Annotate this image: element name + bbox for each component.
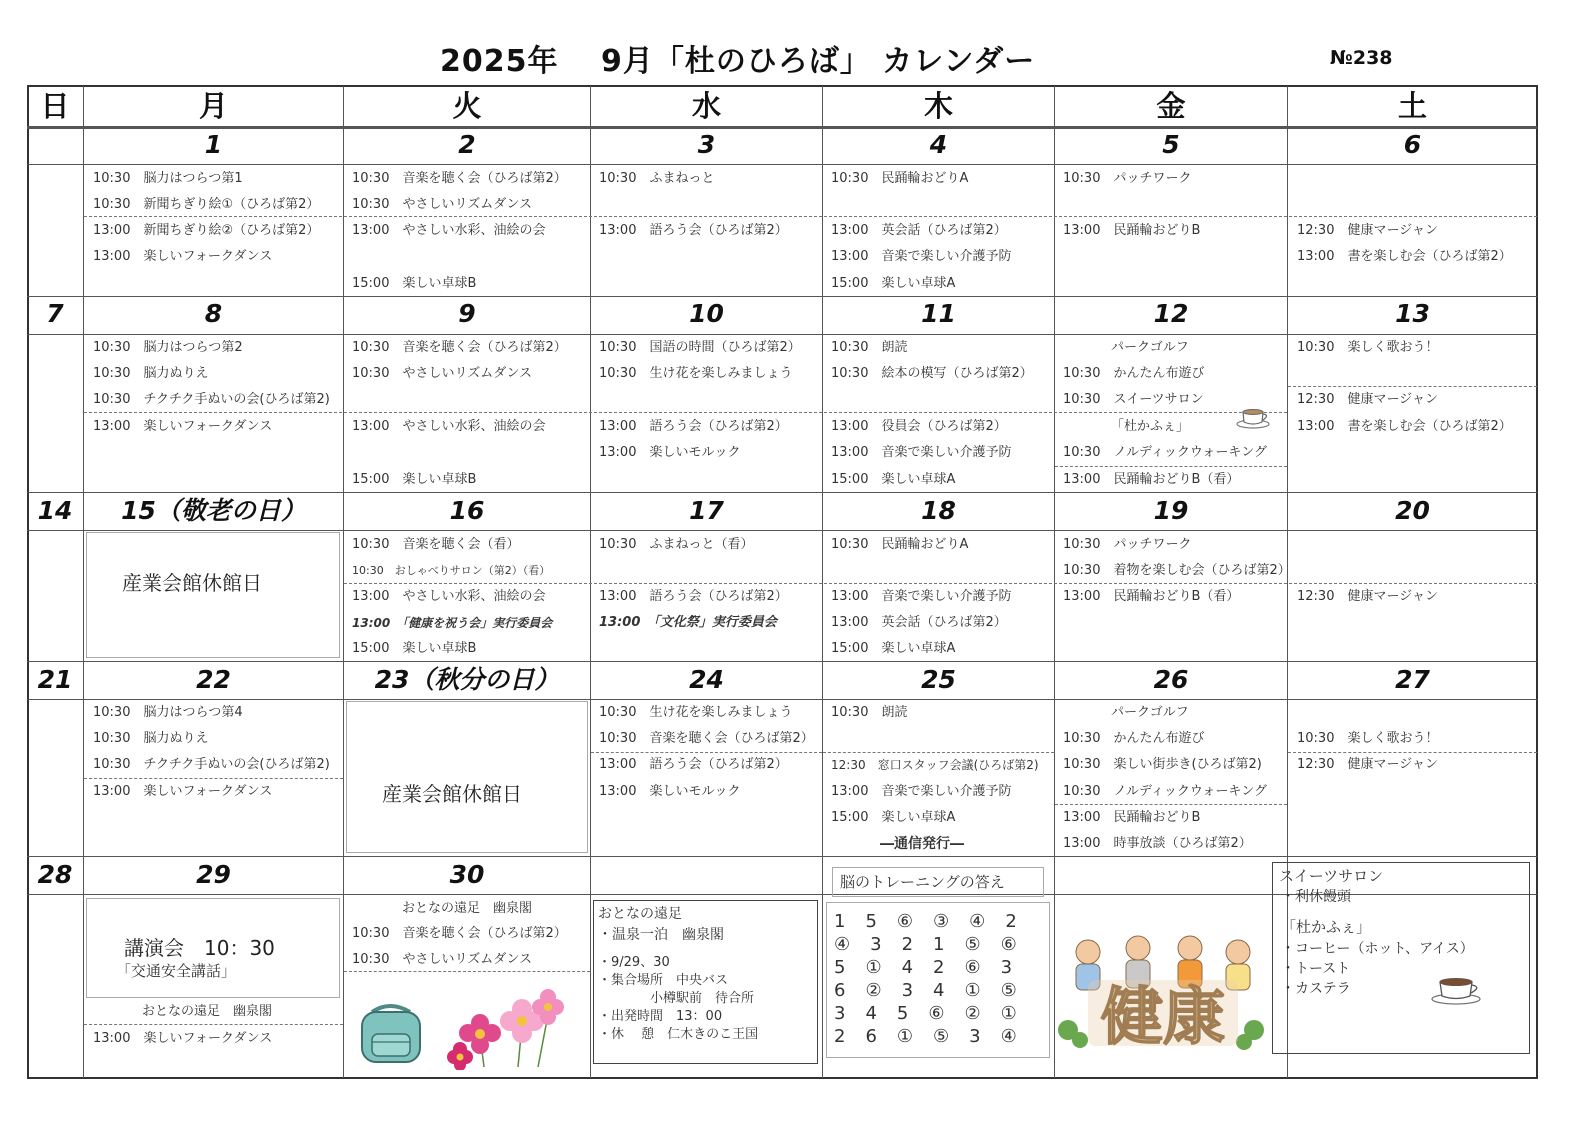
event-item: 13:00 民踊輪おどりB <box>1063 223 1201 238</box>
event-item: 13:00 役員会（ひろば第2） <box>831 419 1007 434</box>
grid-line <box>83 86 84 1078</box>
event-item: おとなの遠足 幽泉閣 <box>142 1004 273 1019</box>
event-item: 10:30 民踊輪おどりA <box>831 537 969 552</box>
event-item: 12:30 健康マージャン <box>1297 757 1438 772</box>
event-item: 15:00 楽しい卓球A <box>831 810 956 825</box>
day-number: 5 <box>1162 130 1180 159</box>
event-item: 10:30 やさしいリズムダンス <box>352 952 532 967</box>
event-item: 13:00 英会話（ひろば第2） <box>831 223 1007 238</box>
event-item: 12:30 健康マージャン <box>1297 589 1438 604</box>
event-item: おとなの遠足 幽泉閣 <box>402 901 533 916</box>
grid-line <box>822 86 823 1078</box>
event-item: 10:30 やさしいリズムダンス <box>352 366 532 381</box>
event-item: 10:30 脳力ぬりえ <box>93 366 209 381</box>
quiz-answer-row: 5 ① 4 2 ⑥ 3 <box>834 957 1014 978</box>
health-illustration <box>1058 930 1268 1050</box>
event-item: 13:00 楽しいモルック <box>599 445 741 460</box>
am-pm-divider <box>823 752 1054 753</box>
closed-day-label: 産業会館休館日 <box>122 571 262 595</box>
event-item: 10:30 チクチク手ぬいの会(ひろば第2) <box>93 757 330 772</box>
event-item: 15:00 楽しい卓球B <box>352 641 477 656</box>
day-number: 30 <box>449 860 485 889</box>
am-pm-divider <box>344 583 1537 584</box>
sweets-line: ・カステラ <box>1281 981 1351 997</box>
event-item: 10:30 朗読 <box>831 340 908 355</box>
day-number: 9 <box>458 299 476 328</box>
day-number: 18 <box>921 496 956 525</box>
quiz-answer-row: 1 5 ⑥ ③ ④ 2 <box>834 911 1018 932</box>
event-item: 10:30 朗読 <box>831 705 908 720</box>
event-item: 12:30 窓口スタッフ会議(ひろば第2) <box>831 758 1039 772</box>
event-item: 13:00 書を楽しむ会（ひろば第2） <box>1297 249 1512 264</box>
event-item: 13:00 民踊輪おどりB（看） <box>1063 589 1240 604</box>
day-number: 28 <box>37 860 73 889</box>
grid-line <box>27 699 1537 700</box>
event-item: パークゴルフ <box>1111 340 1189 355</box>
event-item: 10:30 おしゃべりサロン（第2）（看） <box>352 564 551 577</box>
event-item: 10:30 絵本の模写（ひろば第2） <box>831 366 1033 381</box>
excursion-line: ・休 憩 仁木きのこ王国 <box>598 1027 759 1042</box>
coffee-cup-icon <box>1430 974 1490 1006</box>
event-item: 10:30 楽しい街歩き(ひろば第2) <box>1063 757 1262 772</box>
event-item: 10:30 ノルディックウォーキング <box>1063 784 1267 799</box>
event-item: 10:30 楽しく歌おう！ <box>1297 340 1439 355</box>
weekday-thu: 木 <box>923 89 953 123</box>
lecture-subtitle: 「交通安全講話」 <box>116 962 237 980</box>
am-pm-divider <box>84 412 1287 413</box>
sweets-line: ・トースト <box>1281 961 1351 977</box>
grid-line <box>27 164 1537 165</box>
event-item: 13:00 語ろう会（ひろば第2） <box>599 589 788 604</box>
day-number: 6 <box>1403 130 1422 159</box>
newsletter-notice: ―通信発行― <box>880 836 964 852</box>
day-number: 20 <box>1395 496 1430 525</box>
day-number: 3 <box>697 130 716 159</box>
quiz-title: 脳のトレーニングの答え <box>840 873 1005 891</box>
am-pm-divider <box>84 1024 343 1025</box>
day-number: 12 <box>1153 299 1189 328</box>
event-item: 10:30 脳力はつらつ第2 <box>93 340 243 355</box>
am-pm-divider <box>591 752 822 753</box>
day-number: 15（敬老の日） <box>121 496 306 525</box>
event-item: 13:00 楽しいフォークダンス <box>93 784 273 799</box>
event-item: 15:00 楽しい卓球B <box>352 276 477 291</box>
sweets-line: ・利休饅頭 <box>1281 889 1351 905</box>
event-item: 12:30 健康マージャン <box>1297 223 1438 238</box>
grid-line <box>27 492 1537 493</box>
event-item: 13:00 やさしい水彩、油絵の会 <box>352 223 546 238</box>
event-item: 13:00 新聞ちぎり絵②（ひろば第2） <box>93 223 320 238</box>
event-item: 13:00 書を楽しむ会（ひろば第2） <box>1297 419 1512 434</box>
quiz-answer-row: 6 ② 3 4 ① ⑤ <box>834 980 1018 1001</box>
am-pm-divider <box>1288 386 1537 387</box>
event-item: 10:30 ノルディックウォーキング <box>1063 445 1267 460</box>
quiz-answer-row: 3 4 5 ⑥ ② ① <box>834 1003 1018 1024</box>
grid-line <box>27 334 1537 335</box>
event-item: 12:30 健康マージャン <box>1297 392 1438 407</box>
weekday-wed: 水 <box>691 89 721 123</box>
event-item: 「杜かふぇ」 <box>1111 419 1190 434</box>
issue-number: №238 <box>1330 47 1393 69</box>
excursion-title: おとなの遠足 <box>598 906 682 922</box>
event-item: 10:30 パッチワーク <box>1063 171 1192 186</box>
excursion-line: ・9/29、30 <box>598 955 670 970</box>
closed-day-box <box>346 701 588 853</box>
day-number: 24 <box>689 665 724 694</box>
day-number: 11 <box>921 299 956 328</box>
event-item: 10:30 やさしいリズムダンス <box>352 197 532 212</box>
event-item: 10:30 音楽を聴く会（ひろば第2） <box>599 731 814 746</box>
grid-line <box>27 661 1537 662</box>
quiz-answer-row: 2 6 ① ⑤ 3 ④ <box>834 1026 1018 1047</box>
event-item: 13:00 「文化祭」実行委員会 <box>599 615 777 630</box>
event-item: 13:00 やさしい水彩、油絵の会 <box>352 419 546 434</box>
day-number: 10 <box>689 299 724 328</box>
grid-line <box>27 856 1537 857</box>
event-item: 10:30 着物を楽しむ会（ひろば第2） <box>1063 563 1291 578</box>
event-item: 15:00 楽しい卓球A <box>831 641 956 656</box>
day-number: 1 <box>204 130 223 159</box>
event-item: 10:30 パッチワーク <box>1063 537 1192 552</box>
grid-line <box>343 86 344 1078</box>
event-item: 10:30 生け花を楽しみましょう <box>599 366 793 381</box>
weekday-sun: 日 <box>40 89 70 123</box>
event-item: 10:30 脳力ぬりえ <box>93 731 209 746</box>
event-item: 15:00 楽しい卓球B <box>352 472 477 487</box>
grid-line <box>27 530 1537 531</box>
day-number: 4 <box>929 130 948 159</box>
event-item: 10:30 音楽を聴く会（ひろば第2） <box>352 926 567 941</box>
day-number: 16 <box>449 496 485 525</box>
event-item: 13:00 時事放談（ひろば第2） <box>1063 836 1252 851</box>
event-item: 13:00 楽しいフォークダンス <box>93 419 273 434</box>
backpack-icon <box>352 998 432 1068</box>
event-item: 13:00 音楽で楽しい介護予防 <box>831 784 1012 799</box>
weekday-tue: 火 <box>452 89 482 123</box>
event-item: 13:00 語ろう会（ひろば第2） <box>599 757 788 772</box>
event-item: 10:30 楽しく歌おう！ <box>1297 731 1439 746</box>
day-number: 19 <box>1153 496 1189 525</box>
event-item: 10:30 国語の時間（ひろば第2） <box>599 340 801 355</box>
weekday-mon: 月 <box>198 89 228 123</box>
day-number: 21 <box>37 665 73 694</box>
event-item: パークゴルフ <box>1111 705 1189 720</box>
am-pm-divider <box>1055 804 1287 805</box>
event-item: 13:00 楽しいフォークダンス <box>93 1031 273 1046</box>
day-number: 23（秋分の日） <box>374 665 560 694</box>
excursion-line: 小樽駅前 待合所 <box>598 991 755 1006</box>
coffee-cup-icon <box>1236 404 1274 430</box>
sweets-line: 「杜かふぇ」 <box>1281 918 1372 936</box>
am-pm-divider <box>344 971 590 972</box>
event-item: 13:00 語ろう会（ひろば第2） <box>599 419 788 434</box>
event-item: 15:00 楽しい卓球A <box>831 472 956 487</box>
event-item: 13:00 楽しいモルック <box>599 784 741 799</box>
weekday-fri: 金 <box>1156 89 1186 123</box>
excursion-line: ・集合場所 中央バス <box>598 973 729 988</box>
day-number: 2 <box>458 130 476 159</box>
cosmos-flowers-icon <box>440 985 570 1070</box>
event-item: 10:30 脳力はつらつ第1 <box>93 171 243 186</box>
am-pm-divider <box>1288 752 1537 753</box>
weekday-sat: 土 <box>1397 89 1427 123</box>
health-word: 健康 <box>1100 980 1226 1050</box>
event-item: 13:00 「健康を祝う会」実行委員会 <box>352 616 553 630</box>
event-item: 10:30 音楽を聴く会（看） <box>352 537 520 552</box>
day-number: 25 <box>921 665 956 694</box>
event-item: 10:30 音楽を聴く会（ひろば第2） <box>352 340 567 355</box>
grid-line <box>1054 86 1055 1078</box>
day-number: 8 <box>204 299 223 328</box>
closed-day-label: 産業会館休館日 <box>382 782 522 806</box>
quiz-answer-row: ④ 3 2 1 ⑤ ⑥ <box>834 934 1018 955</box>
calendar-title: 2025年 9月「杜のひろば」 カレンダー <box>440 44 1036 79</box>
day-number: 26 <box>1153 665 1189 694</box>
event-item: 10:30 かんたん布遊び <box>1063 731 1205 746</box>
sweets-title: スイーツサロン <box>1279 867 1384 885</box>
event-item: 13:00 楽しいフォークダンス <box>93 249 273 264</box>
event-item: 15:00 楽しい卓球A <box>831 276 956 291</box>
event-item: 10:30 新聞ちぎり絵①（ひろば第2） <box>93 197 320 212</box>
event-item: 10:30 ふまねっと <box>599 171 715 186</box>
event-item: 13:00 音楽で楽しい介護予防 <box>831 589 1012 604</box>
event-item: 13:00 音楽で楽しい介護予防 <box>831 445 1012 460</box>
event-item: 10:30 かんたん布遊び <box>1063 366 1205 381</box>
event-item: 13:00 英会話（ひろば第2） <box>831 615 1007 630</box>
event-item: 10:30 脳力はつらつ第4 <box>93 705 243 720</box>
event-item: 10:30 チクチク手ぬいの会(ひろば第2) <box>93 392 330 407</box>
event-item: 13:00 音楽で楽しい介護予防 <box>831 249 1012 264</box>
event-item: 13:00 語ろう会（ひろば第2） <box>599 223 788 238</box>
event-item: 13:00 やさしい水彩、油絵の会 <box>352 589 546 604</box>
event-item: 10:30 ふまねっと（看） <box>599 537 754 552</box>
am-pm-divider <box>84 216 1537 217</box>
day-number: 13 <box>1395 299 1430 328</box>
day-number: 27 <box>1395 665 1430 694</box>
day-number: 29 <box>196 860 231 889</box>
am-pm-divider <box>84 778 343 779</box>
grid-line <box>590 86 591 1078</box>
event-item: 13:00 民踊輪おどりB（看） <box>1063 472 1240 487</box>
event-item: 13:00 民踊輪おどりB <box>1063 810 1201 825</box>
excursion-line: ・温泉一泊 幽泉閣 <box>598 927 724 943</box>
sweets-line: ・コーヒー（ホット、アイス） <box>1281 941 1474 957</box>
event-item: 10:30 民踊輪おどりA <box>831 171 969 186</box>
excursion-line: ・出発時間 13：00 <box>598 1009 723 1024</box>
event-item: 10:30 スイーツサロン <box>1063 392 1204 407</box>
lecture-title: 講演会 10：30 <box>124 936 275 960</box>
event-item: 10:30 生け花を楽しみましょう <box>599 705 793 720</box>
am-pm-divider <box>1055 466 1287 467</box>
day-number: 14 <box>37 496 73 525</box>
day-number: 17 <box>689 496 724 525</box>
day-number: 7 <box>46 299 64 328</box>
day-number: 22 <box>196 665 231 694</box>
event-item: 10:30 音楽を聴く会（ひろば第2） <box>352 171 567 186</box>
